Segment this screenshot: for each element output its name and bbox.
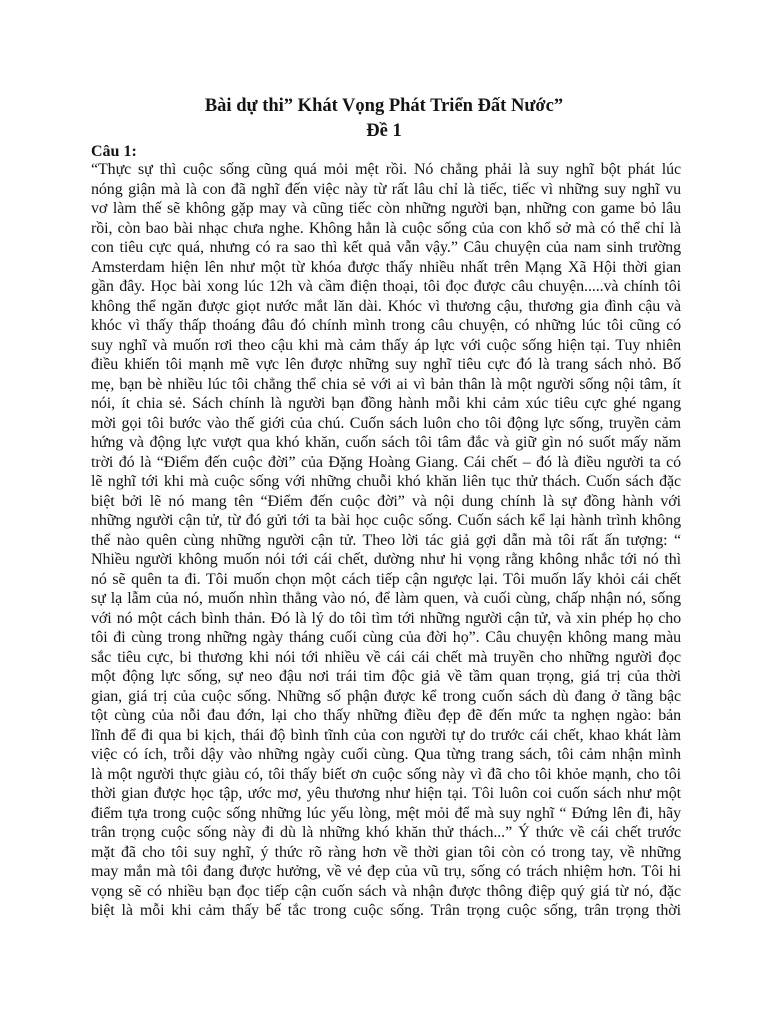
- essay-line: lĩnh để đi qua bi kịch, thái độ bình tĩnh của con người tự do trước cái chết, khao khát làm: [91, 726, 681, 744]
- essay-line: tột cùng của nỗi đau đớn, lại cho thấy những điều đẹp đẽ đến mức ta nghẹn ngào: bản: [91, 707, 681, 724]
- essay-line: nó sẽ quên ta đi. Tôi muốn chọn một cách tiếp cận ngược lại. Tôi muốn lấy khỏi cái chết: [91, 570, 681, 588]
- essay-line: điều khiến tôi mạnh mẽ vực lên được những suy nghĩ tiêu cực đó là trang sách nhỏ. Bố: [91, 356, 681, 373]
- essay-line: việc có ích, trỗi dậy vào những ngày cuối cùng. Qua từng trang sách, tôi cảm nhận mình: [91, 746, 681, 763]
- essay-line: mời gọi tôi bước vào thế giới của chú. Cuốn sách luôn cho tôi động lực sống, truyền cảm: [91, 414, 681, 432]
- essay-line: nói, ít chia sẻ. Sách chính là người bạn đồng hành mỗi khi cảm xúc tiêu cực ghé ngang: [91, 395, 681, 412]
- essay-line: một động lực sống, sự neo đậu nơi trái tim độc giả về tầm quan trọng, giá trị của thời: [91, 668, 681, 685]
- essay-line: mẹ, bạn bè nhiều lúc tôi chẳng thể chia sẻ với ai vì bản thân là một người sống nội tâm, ít: [91, 375, 681, 393]
- essay-line: biệt là mỗi khi cảm thấy bế tắc trong cuộc sống. Trân trọng cuộc sống, trân trọng thời: [91, 902, 681, 919]
- essay-line: vọng sẽ có nhiều bạn đọc tiếp cận cuốn sách và nhận được thông điệp quý giá từ nó, đặc: [91, 882, 681, 900]
- essay-line: với nó một cách bình thản. Đó là lý do tôi tìm tới những người cận tử, và xin phép họ cho: [91, 609, 681, 627]
- essay-line: sắc tiêu cực, bi thương khi nói tới nhiều về cái cái chết mà truyền cho những người đọc: [91, 648, 681, 666]
- essay-line: con tiêu cực quá, nhưng có ra sao thì kết quả vẫn vậy.” Câu chuyện của nam sinh trường: [91, 239, 681, 256]
- question-label: Câu 1:: [91, 143, 137, 160]
- essay-line: rồi, còn bao bài nhạc chưa nghe. Không hẳn là cuộc sống của con khổ sở mà có thể chỉ là: [91, 219, 681, 237]
- essay-line: gian, giá trị của cuộc sống. Những số phận được kể trong cuốn sách dù đang ở tầng bậc: [91, 687, 681, 705]
- essay-line: gần đây. Học bài xong lúc 12h và cầm điện thoại, tôi đọc được câu chuyện.....và chính tôi: [91, 278, 681, 295]
- essay-line: thể nào quên cùng những người cận tử. Theo lời tác giả gợi dẫn mà tôi rất ấn tượng: “: [91, 531, 681, 549]
- essay-line: không thể ngăn được giọt nước mắt lăn dài. Khóc vì thương cậu, thương gia đình cậu và: [91, 297, 681, 315]
- essay-line: điểm tựa trong cuộc sống những lúc yếu lòng, mệt mỏi để mà suy nghĩ “ Đứng lên đi, hãy: [91, 804, 681, 822]
- essay-line: là một người thực giàu có, tôi thấy biết ơn cuộc sống này vì đã cho tôi khỏe mạnh, cho tôi: [91, 765, 681, 783]
- essay-line: may mắn mà tôi đang được hưởng, về vẻ đẹp của vũ trụ, sống có trách nhiệm hơn. Tôi hi: [91, 863, 681, 880]
- essay-line: hứng và động lực vượt qua khó khăn, cuốn sách tôi tâm đắc và giữ gìn nó suốt mấy năm: [91, 434, 681, 451]
- essay-line: suy nghĩ và muốn rơi theo cậu khi mà cảm thấy áp lực với cuộc sống hiện tại. Tuy nhiên: [91, 336, 681, 354]
- essay-line: Nhiều người không muốn nói tới cái chết, dường như hi vọng rằng không nhắc tới nó thì: [91, 551, 681, 568]
- essay-line: khóc vì thấy thấp thoáng đâu đó chính mình trong câu chuyện, có những lúc tôi cũng có: [91, 317, 681, 334]
- essay-line: “Thực sự thì cuộc sống cũng quá mỏi mệt rồi. Nó chẳng phải là suy nghĩ bột phát lúc: [91, 161, 681, 178]
- document-subtitle: Đề 1: [366, 121, 402, 141]
- essay-line: nóng giận mà là con đã nghĩ đến việc này từ rất lâu chỉ là tiếc, tiếc vì những suy nghĩ vu: [91, 180, 681, 198]
- essay-line: những người cận tử, từ đó gửi tới ta bài học cuộc sống. Cuốn sách kể lại hành trình không: [91, 512, 681, 529]
- essay-line: mặt đã cho tôi suy nghĩ, ý thức rõ ràng hơn về thời gian tôi còn có trong tay, về những: [91, 843, 681, 861]
- document-title: Bài dự thi” Khát Vọng Phát Triển Đất Nước”: [204, 96, 564, 116]
- essay-line: tôi đi cùng trong những ngày tháng cuối cùng của đời họ”. Câu chuyện không mang màu: [91, 629, 681, 646]
- essay-line: vơ làm thế sẽ không gặp may và cũng tiếc còn những người bạn, những con game bỏ lâu: [91, 200, 681, 217]
- essay-line: sự lạ lẫm của nó, muốn nhìn thẳng vào nó, để làm quen, và cuối cùng, chấp nhận nó, sống: [91, 590, 681, 607]
- essay-line: biệt bởi lẽ nó mang tên “Điểm đến cuộc đời” và nội dung chính là sự đồng hành với: [91, 492, 681, 510]
- essay-line: lẽ nghĩ tới khi mà cuộc sống với những chuỗi khó khăn liên tục thử thách. Cuốn sách đặc: [91, 473, 681, 490]
- essay-line: thời gian được học tập, ước mơ, yêu thương như hiện tại. Tôi luôn coi cuốn sách như một: [91, 785, 681, 802]
- essay-line: trời đó là “Điểm đến cuộc đời” của Đặng Hoàng Giang. Cái chết – đó là điều người ta có: [91, 453, 681, 471]
- essay-line: trân trọng cuộc sống này đi dù là những khó khăn thử thách...” Ý thức về cái chết trước: [91, 824, 681, 841]
- essay-body: [91, 160, 681, 921]
- essay-line: Amsterdam hiện lên như một từ khóa được thấy nhiều nhất trên Mạng Xã Hội thời gian: [91, 258, 681, 276]
